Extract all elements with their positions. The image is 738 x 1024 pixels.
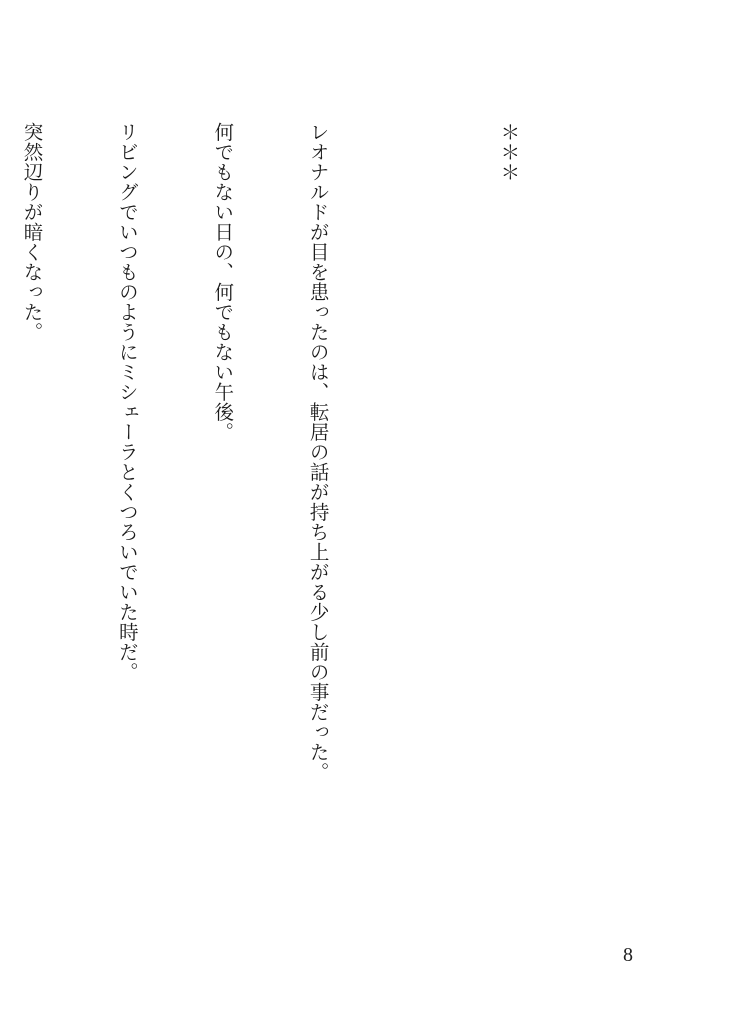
vertical-text-body xyxy=(0,122,588,942)
text-line: レオナルドが目を患ったのは、転居の話が持ち上がる少し前の事だった。 xyxy=(306,122,330,782)
blank-line xyxy=(397,122,429,942)
section-separator: ＊＊＊ xyxy=(497,122,521,182)
text-line: 何でもない日の、何でもない午後。 xyxy=(211,122,235,442)
text-line: リビングでいつものようにミシェーラとくつろいでいた時だ。 xyxy=(115,122,139,682)
page-number: 8 xyxy=(623,944,633,966)
text-line: 突然辺りが暗くなった。 xyxy=(20,122,44,342)
